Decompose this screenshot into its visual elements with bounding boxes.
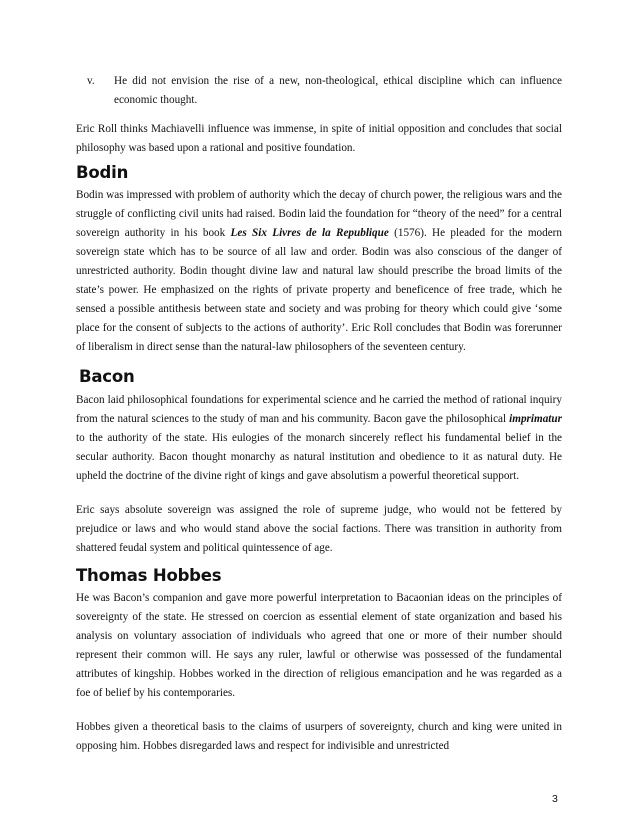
paragraph-hobbes-2: Hobbes given a theoretical basis to the claims of usurpers of sovereignty, church and king were united in opposing him. Hobbes disregarded laws and respect for indivisible and unrestricted (76, 721, 562, 752)
hobbes-section-2 (76, 718, 562, 756)
heading-bodin: Bodin (76, 163, 129, 182)
bacon-section (76, 391, 562, 486)
heading-bacon: Bacon (79, 367, 135, 386)
paragraph-bacon-1 (76, 391, 562, 486)
bodin-text-b: (1576). He pleaded for the modern sovereign state which has to be source of all law and order. Bodin was also conscious of the danger of unrestricted authority. Bodin thought divine law and natural law should prescribe the broad limits of the state’s power. He emphasized on the rights of private property and beneficence of free trade, which he sensed a possible antithesis between state and society and was probing for theory which could give ‘some place for the consent of subjects to the actions of authority’. Eric Roll concludes that Bodin was forerunner of liberalism in direct sense than the natural-law philosophers of the seventeen century. (76, 227, 562, 353)
paragraph-hobbes-1: He was Bacon’s companion and gave more powerful interpretation to Bacaonian ideas on the principles of sovereignty of the state. He stressed on coercion as essential element of state organization and based his analysis on voluntary association of individuals who agreed that one or more of their number should represent their common will. He says any ruler, lawful or otherwise was possessed of the fundamental attributes of kingship. Hobbes worked in the direction of religious emancipation and he was regarded as a foe of belief by his contemporaries. (76, 592, 562, 699)
paragraph-bacon-2: Eric says absolute sovereign was assigned the role of supreme judge, who would not be fettered by prejudice or laws and who would stand above the social factions. There was transition in authority from shattered feudal system and political quintessence of age. (76, 504, 562, 554)
book-title: Les Six Livres de la Republique (230, 227, 389, 239)
paragraph-bodin (76, 186, 562, 357)
heading-thomas-hobbes: Thomas Hobbes (76, 566, 222, 585)
bodin-section (76, 186, 562, 357)
page-number: 3 (552, 793, 558, 805)
imprimatur-term: imprimatur (509, 413, 562, 425)
bacon-section-2 (76, 501, 562, 558)
hobbes-section (76, 589, 562, 703)
bacon-text-a: Bacon laid philosophical foundations for experimental science and he carried the method of rational inquiry from the natural sciences to the study of man and his community. Bacon gave the philosophical (76, 394, 562, 425)
bacon-text-b: to the authority of the state. His eulogies of the monarch sincerely reflect his fundamental belief in the secular authority. Bacon thought monarchy as natural institution and obedience to it as natural duty. He upheld the doctrine of the divine right of kings and gave absolutism a powerful theoretical support. (76, 432, 562, 482)
paragraph-roll: Eric Roll thinks Machiavelli influence was immense, in spite of initial opposition and concludes that social philosophy was based upon a rational and positive foundation. (76, 123, 562, 154)
list-item-number: v. (87, 75, 95, 87)
list-item-v (76, 72, 562, 110)
list-item-text: He did not envision the rise of a new, non-theological, ethical discipline which can influence economic thought. (114, 75, 562, 106)
bodin-text-a: Bodin was impressed with problem of authority which the decay of church power, the religious wars and the struggle of conflicting civil units had raised. Bodin laid the foundation for “theory of the need” for a central sovereign authority in his book (76, 189, 562, 239)
paragraph-roll-section (76, 120, 562, 158)
